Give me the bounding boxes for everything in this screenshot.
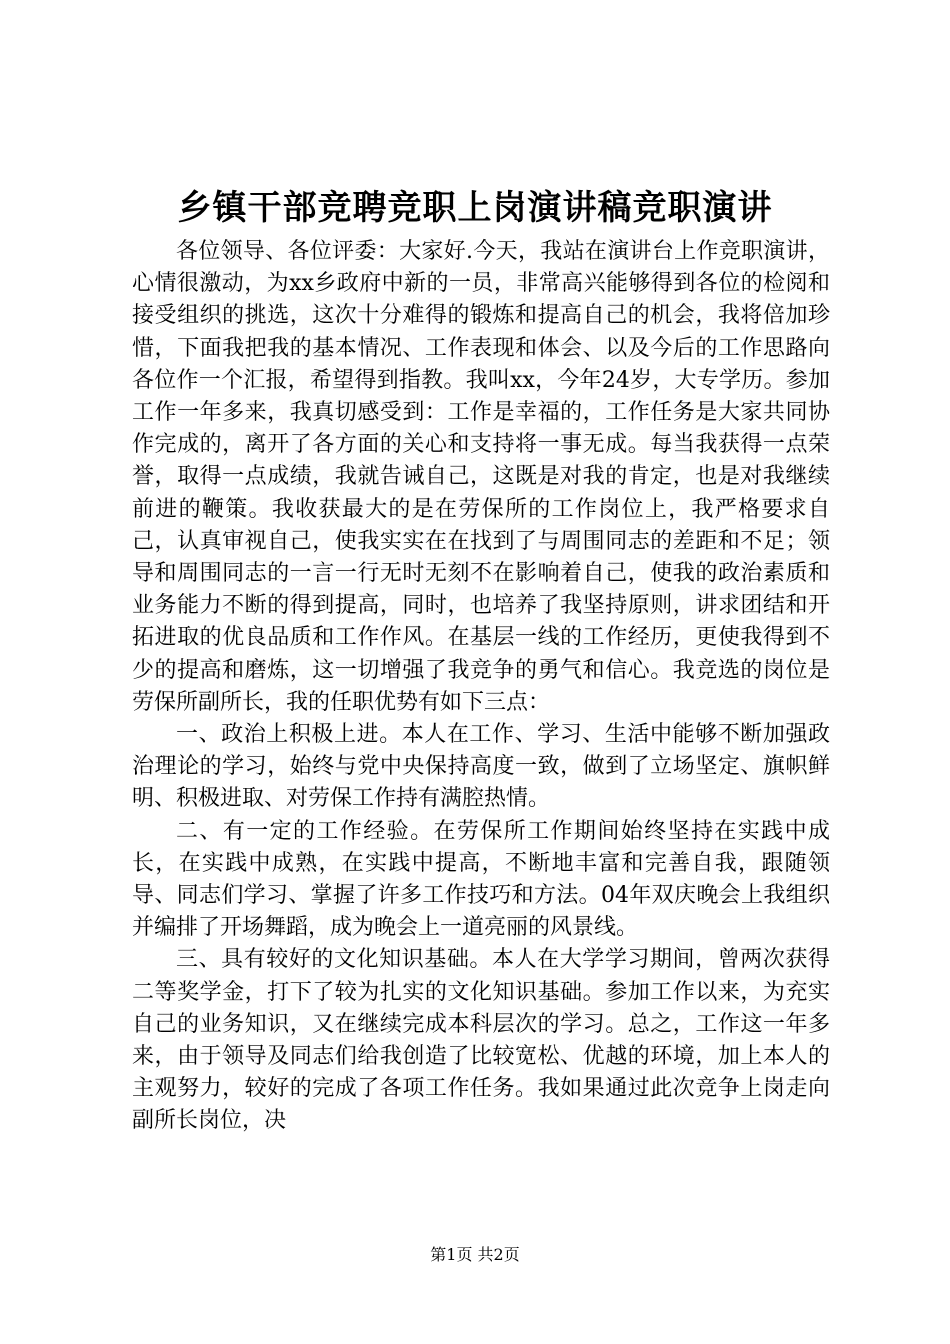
document-title: 乡镇干部竞聘竞职上岗演讲稿竞职演讲 bbox=[177, 188, 773, 228]
document-body bbox=[132, 236, 830, 1138]
paragraph-point-two: 二、有一定的工作经验。在劳保所工作期间始终坚持在实践中成长，在实践中成熟，在实践中提高，不断地丰富和完善自我，跟随领导、同志们学习、掌握了许多工作技巧和方法。04年双庆晚会上我组织并编排了开场舞蹈，成为晚会上一道亮丽的风景线。 bbox=[132, 818, 830, 941]
paragraph-intro: 各位领导、各位评委：大家好.今天，我站在演讲台上作竞职演讲，心情很激动，为xx乡政府中新的一员，非常高兴能够得到各位的检阅和接受组织的挑选，这次十分难得的锻炼和提高自己的机会，我将倍加珍惜，下面我把我的基本情况、工作表现和体会、以及今后的工作思路向各位作一个汇报，希望得到指教。我叫xx，今年24岁，大专学历。参加工作一年多来，我真切感受到：工作是幸福的，工作任务是大家共同协作完成的，离开了各方面的关心和支持将一事无成。每当我获得一点荣誉，取得一点成绩，我就告诫自己，这既是对我的肯定，也是对我继续前进的鞭策。我收获最大的是在劳保所的工作岗位上，我严格要求自己，认真审视自己，使我实实在在找到了与周围同志的差距和不足；领导和周围同志的一言一行无时无刻不在影响着自己，使我的政治素质和业务能力不断的得到提高，同时，也培养了我坚持原则，讲求团结和开拓进取的优良品质和工作作风。在基层一线的工作经历，更使我得到不少的提高和磨炼，这一切增强了我竞争的勇气和信心。我竞选的岗位是劳保所副所长，我的任职优势有如下三点： bbox=[132, 239, 830, 715]
paragraph-point-one: 一、政治上积极上进。本人在工作、学习、生活中能够不断加强政治理论的学习，始终与党中央保持高度一致，做到了立场坚定、旗帜鲜明、积极进取、对劳保工作持有满腔热情。 bbox=[132, 722, 830, 812]
paragraph-point-three: 三、具有较好的文化知识基础。本人在大学学习期间，曾两次获得二等奖学金，打下了较为扎实的文化知识基础。参加工作以来，为充实自己的业务知识，又在继续完成本科层次的学习。总之，工作这一年多来，由于领导及同志们给我创造了比较宽松、优越的环境，加上本人的主观努力，较好的完成了各项工作任务。我如果通过此次竞争上岗走向副所长岗位，决 bbox=[132, 947, 830, 1134]
page-number-footer: 第1页 共2页 bbox=[430, 1245, 520, 1264]
